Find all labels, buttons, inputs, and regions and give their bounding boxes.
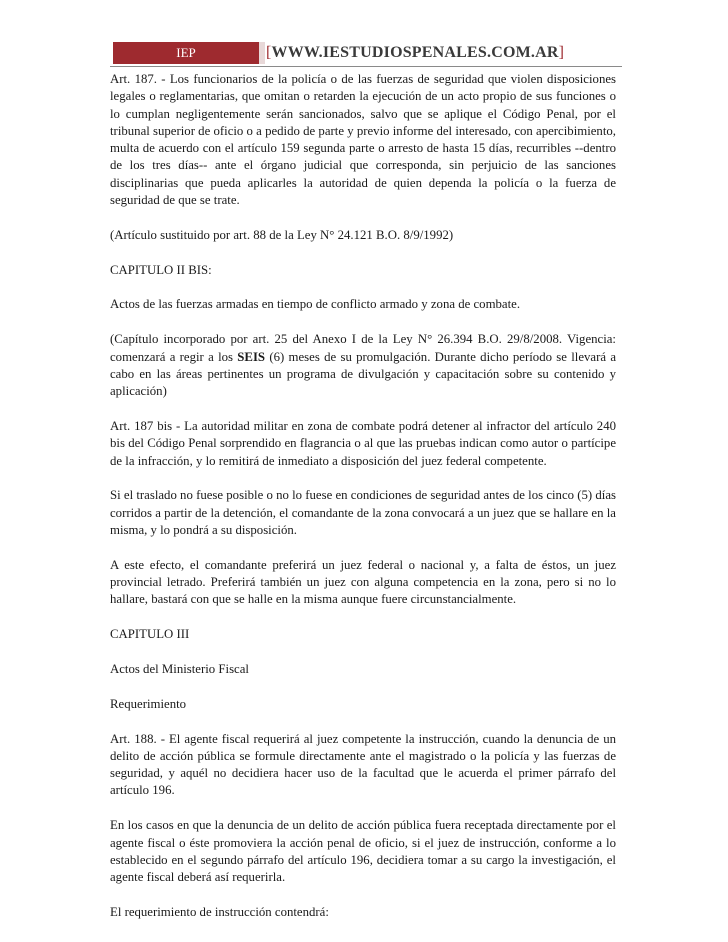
header-rule (110, 66, 622, 67)
header-divider (259, 42, 265, 64)
article-188-paragraph-3: El requerimiento de instrucción contendrá: (110, 904, 329, 919)
document-body (110, 71, 616, 939)
article-187-bis-paragraph-3: A este efecto, el comandante preferirá un juez federal o nacional y, a falta de éstos, un juez provincial letrado. Preferirá también un juez con alguna competencia en la zona, pero si no lo hallare, bastará con que se halle en la misma aunque fuere circunstancialmente. (110, 557, 616, 607)
url-bracket-open: [ (266, 44, 272, 61)
article-188: Art. 188. - El agente fiscal requerirá al juez competente la instrucción, cuando la denuncia de un delito de acción pública se formule directamente ante el magistrado o la policía y las fuerzas de seguridad, y aquél no decidiera hacer uso de la facultad que le acuerda el primer párrafo del artículo 196. (110, 731, 616, 798)
chapter-note-before: (Capítulo incorporado por art. 25 del Anexo I de la Ley N° 26.394 B.O. 29/8/2008. Vigencia: comenzará a regir a los (110, 332, 616, 364)
chapter-note-after: (6) meses de su promulgación. Durante dicho período se llevará a cabo en las áreas pertinentes un programa de divulgación y capacitación sobre su contenido y aplicación) (110, 349, 616, 399)
article-187-bis-paragraph-2: Si el traslado no fuese posible o no lo fuese en condiciones de seguridad antes de los cinco (5) días corridos a partir de la detención, el comandante de la zona convocará a un juez que se hallare en la misma, y lo pondrá a su disposición. (110, 488, 616, 537)
chapter-note (110, 331, 616, 400)
chapter-ii-bis-title: Actos de las fuerzas armadas en tiempo de conflicto armado y zona de combate. (110, 297, 521, 312)
article-187: Art. 187. - Los funcionarios de la policía o de las fuerzas de seguridad que violen disposiciones legales o reglamentarias, que omitan o retarden la ejecución de un acto propio de sus funciones o lo cumplan negligentemente serán sancionados, salvo que se aplique el Código Penal, por el tribunal superior de oficio o a pedido de parte y previo informe del interesado, con apercibimiento, multa de acuerdo con el artículo 159 segunda parte o arresto de hasta 15 días, recurribles --dentro de los tres días-- ante el órgano judicial que corresponda, sin perjuicio de las sanciones disciplinarias que pueda aplicarles la autoridad de quien dependa la policía o la fuerza de seguridad de que se trate. (110, 72, 616, 208)
chapter-iii-title: Actos del Ministerio Fiscal (110, 661, 249, 676)
header-tab-iep: IEP (112, 42, 259, 64)
chapter-iii-heading: CAPITULO III (110, 627, 190, 642)
article-187-note: (Artículo sustituido por art. 88 de la Ley N° 24.121 B.O. 8/9/1992) (110, 227, 454, 242)
article-188-paragraph-2: En los casos en que la denuncia de un delito de acción pública fuera receptada directamente por el agente fiscal o éste promoviera la acción penal de oficio, si el juez de instrucción, conforme a lo establecido en el segundo párrafo del artículo 196, decidiera tomar a su cargo la investigación, el agente fiscal deberá así requerirla. (110, 818, 616, 885)
chapter-ii-bis-heading: CAPITULO II BIS: (110, 262, 212, 277)
site-url (266, 40, 564, 66)
page-header (110, 40, 622, 66)
article-187-bis: Art. 187 bis - La autoridad militar en zona de combate podrá detener al infractor del artículo 240 bis del Código Penal sorprendido en flagrancia o al que las pruebas indican como autor o partícipe de la infracción, y lo remitirá de inmediato a disposición del juez federal competente. (110, 418, 616, 468)
url-bracket-close: ] (558, 44, 565, 61)
requerimiento-heading: Requerimiento (110, 696, 187, 711)
site-url-text: WWW.IESTUDIOSPENALES.COM.AR (271, 44, 559, 61)
chapter-note-bold: SEIS (237, 349, 266, 364)
